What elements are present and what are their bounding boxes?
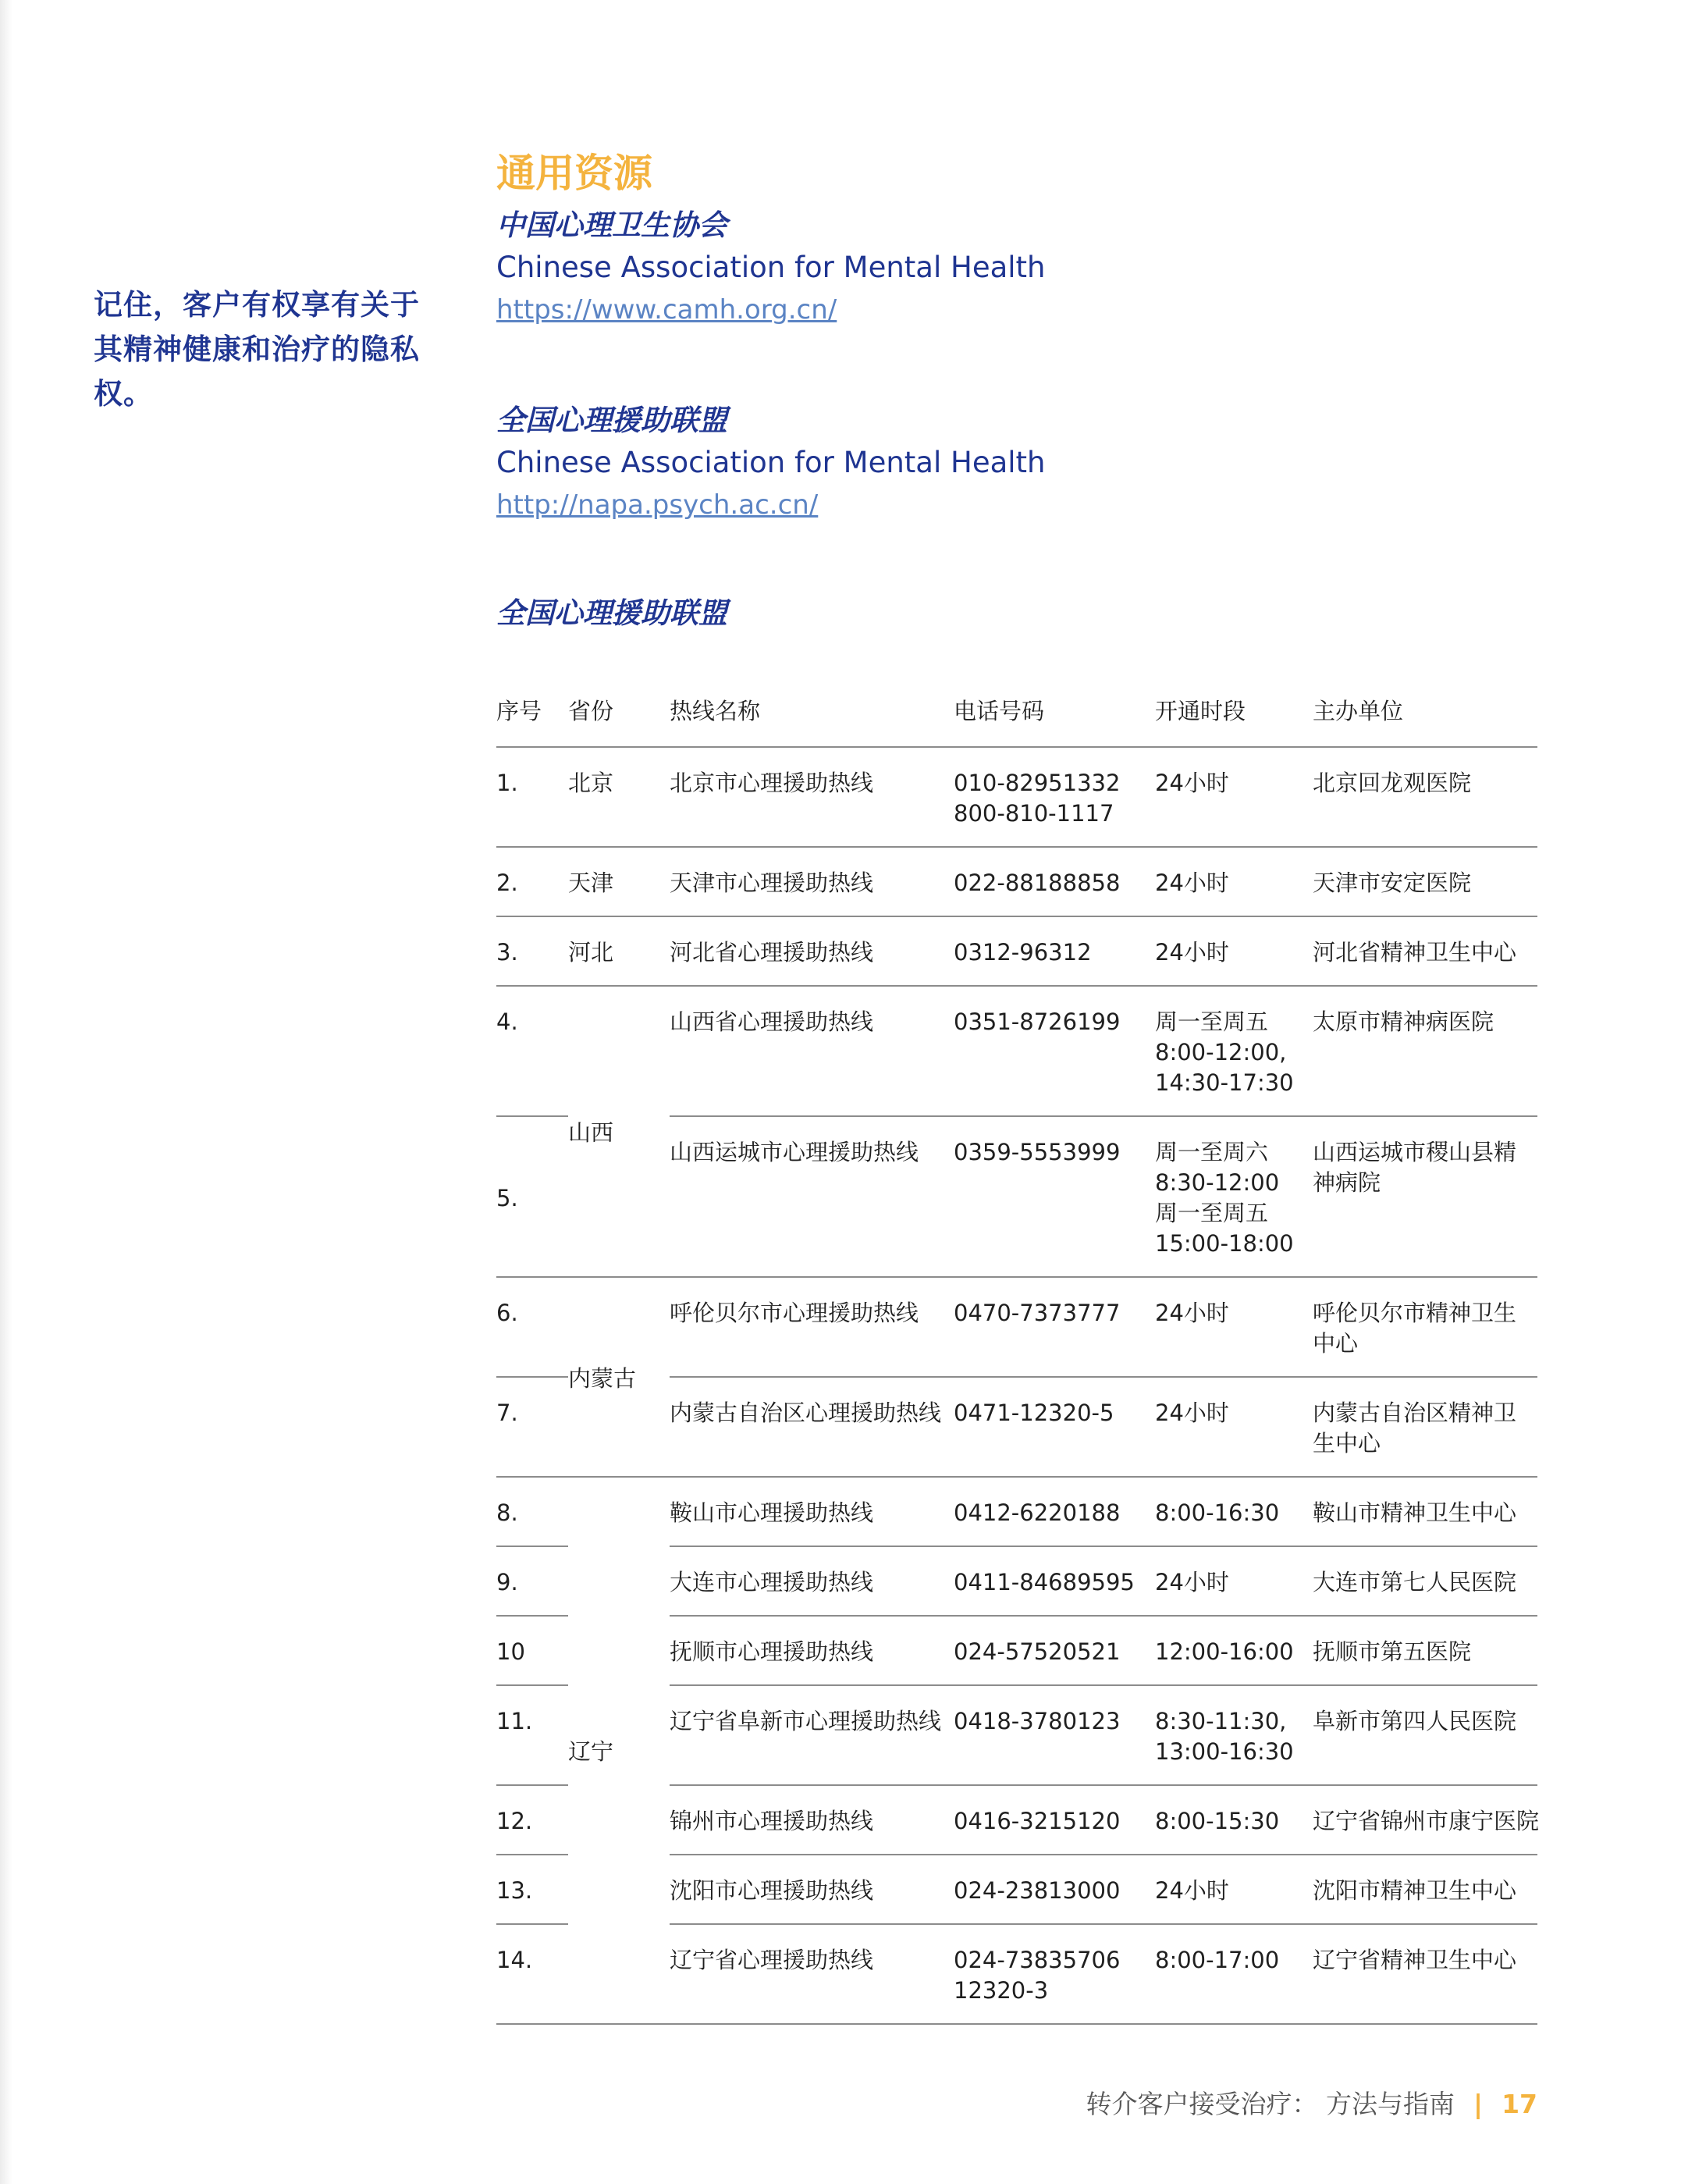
- header-hours: 开通时段: [1155, 691, 1313, 747]
- page-footer: [1086, 2084, 1538, 2121]
- cell-hotline-name: 天津市心理援助热线: [670, 847, 954, 916]
- cell-phone: 0418-3780123: [954, 1685, 1155, 1785]
- header-no: 序号: [496, 691, 568, 747]
- cell-host: 河北省精神卫生中心: [1313, 916, 1537, 986]
- cell-hotline-name: 辽宁省心理援助热线: [670, 1924, 954, 2024]
- cell-province: 辽宁: [568, 1477, 670, 2024]
- cell-hours: 周一至周五 8:00-12:00, 14:30-17:30: [1155, 986, 1313, 1116]
- header-province: 省份: [568, 691, 670, 747]
- table-row: [496, 1477, 1537, 1546]
- cell-hours: 24小时: [1155, 1277, 1313, 1377]
- cell-hotline-name: 北京市心理援助热线: [670, 747, 954, 847]
- org-name-cn: 全国心理援助联盟: [496, 404, 727, 437]
- cell-hotline-name: 河北省心理援助热线: [670, 916, 954, 986]
- cell-host: 沈阳市精神卫生中心: [1313, 1855, 1537, 1924]
- cell-phone: 0312-96312: [954, 916, 1155, 986]
- cell-hotline-name: 山西运城市心理援助热线: [670, 1116, 954, 1277]
- cell-no: 2.: [496, 847, 568, 916]
- cell-province: 北京: [568, 747, 670, 847]
- cell-hours: 8:00-16:30: [1155, 1477, 1313, 1546]
- cell-no: 8.: [496, 1477, 568, 1546]
- sidebar-note: 记住，客户有权享有关于其精神健康和治疗的隐私权。: [94, 288, 420, 411]
- cell-hotline-name: 辽宁省阜新市心理援助热线: [670, 1685, 954, 1785]
- cell-no: 10: [496, 1616, 568, 1685]
- cell-no: 3.: [496, 916, 568, 986]
- cell-phone: 010-82951332 800-810-1117: [954, 747, 1155, 847]
- cell-host: 鞍山市精神卫生中心: [1313, 1477, 1537, 1546]
- cell-host: 阜新市第四人民医院: [1313, 1685, 1537, 1785]
- cell-hours: 8:00-17:00: [1155, 1924, 1313, 2024]
- cell-no: 1.: [496, 747, 568, 847]
- cell-province: 山西: [568, 986, 670, 1277]
- cell-host: 天津市安定医院: [1313, 847, 1537, 916]
- hotline-table: [496, 691, 1540, 2025]
- org-name-en: Chinese Association for Mental Health: [496, 446, 1046, 479]
- org-link[interactable]: https://www.camh.org.cn/: [496, 294, 837, 325]
- cell-phone: 024-23813000: [954, 1855, 1155, 1924]
- cell-hours: 周一至周六 8:30-12:00 周一至周五 15:00-18:00: [1155, 1116, 1313, 1277]
- cell-hotline-name: 锦州市心理援助热线: [670, 1785, 954, 1855]
- table-title: 全国心理援助联盟: [496, 596, 727, 630]
- header-host: 主办单位: [1313, 691, 1537, 747]
- footer-title: 转介客户接受治疗： 方法与指南: [1086, 2089, 1455, 2119]
- header-phone: 电话号码: [954, 691, 1155, 747]
- cell-hotline-name: 鞍山市心理援助热线: [670, 1477, 954, 1546]
- cell-hotline-name: 抚顺市心理援助热线: [670, 1616, 954, 1685]
- cell-host: 内蒙古自治区精神卫生中心: [1313, 1377, 1537, 1477]
- org-name-en: Chinese Association for Mental Health: [496, 251, 1046, 284]
- cell-no: 11.: [496, 1685, 568, 1785]
- org-name-cn: 中国心理卫生协会: [496, 208, 727, 242]
- cell-hours: 24小时: [1155, 747, 1313, 847]
- cell-hours: 24小时: [1155, 1855, 1313, 1924]
- cell-phone: 0471-12320-5: [954, 1377, 1155, 1477]
- header-hotline-name: 热线名称: [670, 691, 954, 747]
- page-edge-shadow: [0, 0, 12, 2184]
- cell-hours: 8:30-11:30, 13:00-16:30: [1155, 1685, 1313, 1785]
- cell-phone: 024-73835706 12320-3: [954, 1924, 1155, 2024]
- cell-phone: 022-88188858: [954, 847, 1155, 916]
- page-number: 17: [1502, 2089, 1537, 2119]
- cell-host: 辽宁省锦州市康宁医院: [1313, 1785, 1537, 1855]
- cell-hours: 24小时: [1155, 916, 1313, 986]
- cell-host: 山西运城市稷山县精神病院: [1313, 1116, 1537, 1277]
- cell-hotline-name: 山西省心理援助热线: [670, 986, 954, 1116]
- cell-hotline-name: 内蒙古自治区心理援助热线: [670, 1377, 954, 1477]
- cell-host: 大连市第七人民医院: [1313, 1546, 1537, 1616]
- org-block-napa: [496, 400, 1046, 526]
- table-row: [496, 847, 1537, 916]
- cell-hotline-name: 呼伦贝尔市心理援助热线: [670, 1277, 954, 1377]
- cell-province: 天津: [568, 847, 670, 916]
- cell-hours: 12:00-16:00: [1155, 1616, 1313, 1685]
- cell-host: 呼伦贝尔市精神卫生中心: [1313, 1277, 1537, 1377]
- cell-no: 5.: [496, 1116, 568, 1277]
- cell-phone: 0351-8726199: [954, 986, 1155, 1116]
- cell-hotline-name: 大连市心理援助热线: [670, 1546, 954, 1616]
- cell-no: 6.: [496, 1277, 568, 1377]
- cell-host: 太原市精神病医院: [1313, 986, 1537, 1116]
- section-title: 通用资源: [496, 151, 652, 196]
- cell-host: 北京回龙观医院: [1313, 747, 1537, 847]
- org-block-camh: [496, 205, 1046, 331]
- cell-no: 7.: [496, 1377, 568, 1477]
- cell-phone: 0416-3215120: [954, 1785, 1155, 1855]
- footer-separator: |: [1473, 2089, 1484, 2119]
- cell-phone: 0411-84689595: [954, 1546, 1155, 1616]
- cell-province: 内蒙古: [568, 1277, 670, 1477]
- org-link[interactable]: http://napa.psych.ac.cn/: [496, 489, 819, 521]
- cell-host: 辽宁省精神卫生中心: [1313, 1924, 1537, 2024]
- cell-hours: 24小时: [1155, 1546, 1313, 1616]
- cell-no: 13.: [496, 1855, 568, 1924]
- cell-host: 抚顺市第五医院: [1313, 1616, 1537, 1685]
- cell-phone: 0412-6220188: [954, 1477, 1155, 1546]
- cell-hours: 8:00-15:30: [1155, 1785, 1313, 1855]
- cell-hotline-name: 沈阳市心理援助热线: [670, 1855, 954, 1924]
- table-row: [496, 916, 1537, 986]
- cell-no: 14.: [496, 1924, 568, 2024]
- cell-phone: 0359-5553999: [954, 1116, 1155, 1277]
- cell-hours: 24小时: [1155, 1377, 1313, 1477]
- cell-phone: 024-57520521: [954, 1616, 1155, 1685]
- table-row: [496, 986, 1537, 1116]
- cell-province: 河北: [568, 916, 670, 986]
- cell-phone: 0470-7373777: [954, 1277, 1155, 1377]
- cell-no: 12.: [496, 1785, 568, 1855]
- cell-no: 9.: [496, 1546, 568, 1616]
- table-row: [496, 1277, 1537, 1377]
- table-header-row: [496, 691, 1537, 747]
- cell-no: 4.: [496, 986, 568, 1116]
- table-row: [496, 747, 1537, 847]
- cell-hours: 24小时: [1155, 847, 1313, 916]
